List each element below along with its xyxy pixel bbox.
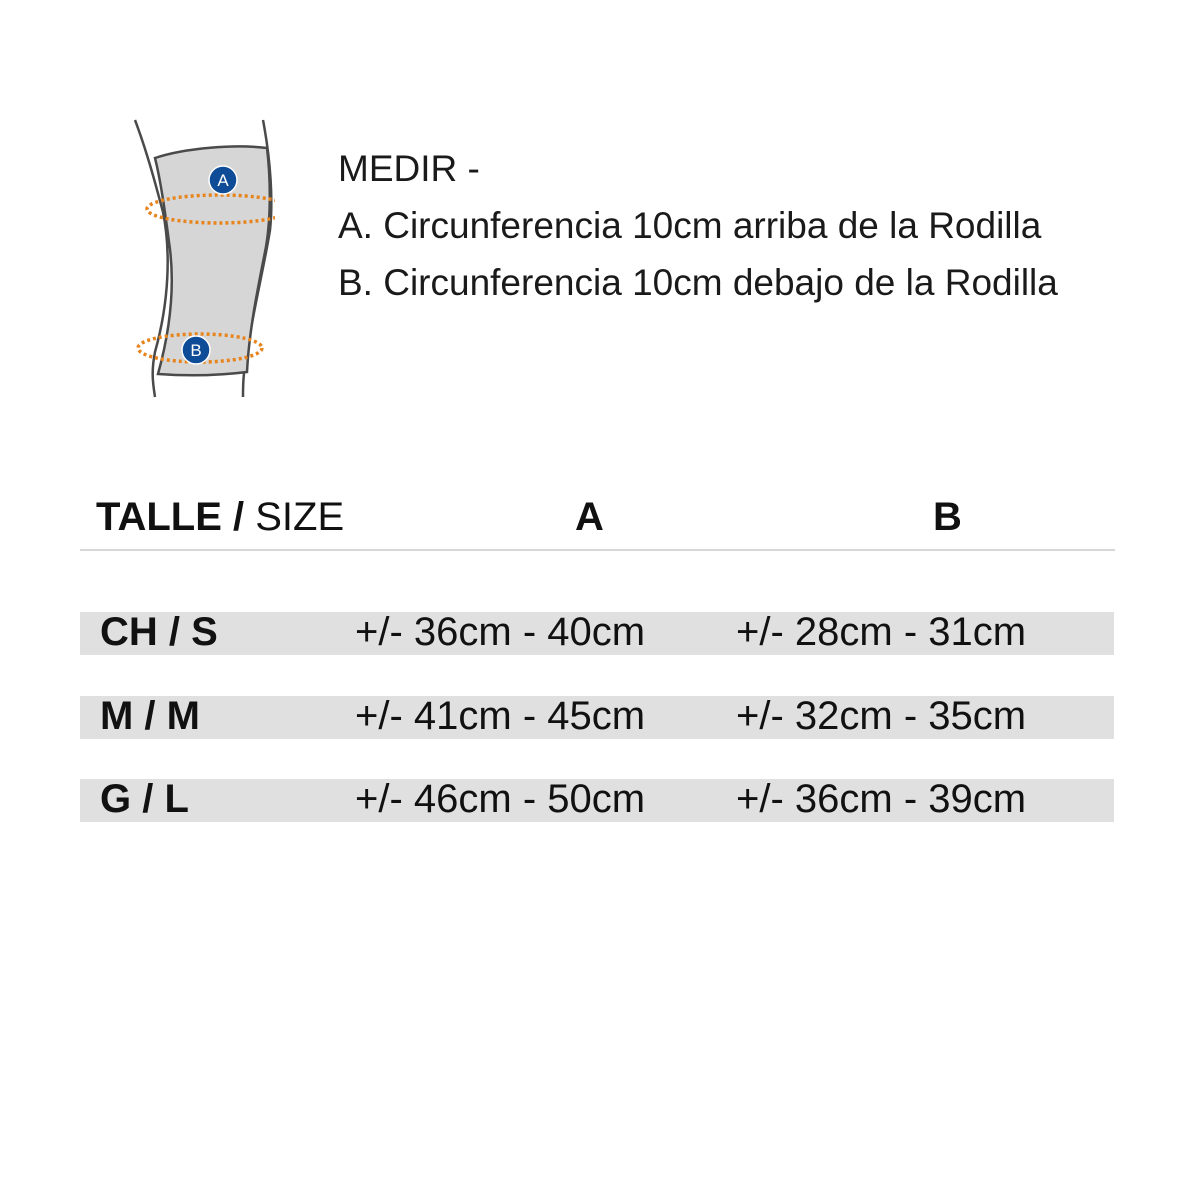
row-size-label: M / M [100,694,200,738]
marker-a-label: A [217,171,229,190]
row-size-label: CH / S [100,610,218,654]
marker-b [182,336,210,364]
marker-a [209,166,237,194]
row-value-a: +/- 41cm - 45cm [355,694,646,738]
size-row-medium [80,696,1114,739]
size-column-header [96,495,344,540]
instruction-line-b: B. Circunferencia 10cm debajo de la Rodilla [338,262,1058,303]
knee-diagram [125,112,275,402]
row-value-b: +/- 36cm - 39cm [736,777,1027,821]
size-header-bold: TALLE / [96,495,245,539]
instructions-heading: MEDIR - [338,148,480,189]
column-a-header: A [575,495,604,539]
header-divider [80,549,1115,551]
size-table-header [96,495,1116,545]
column-b-header: B [933,495,962,539]
measurement-instructions [338,140,1058,311]
row-value-b: +/- 28cm - 31cm [736,610,1027,654]
row-value-a: +/- 46cm - 50cm [355,777,646,821]
size-row-small [80,612,1114,655]
row-size-label: G / L [100,777,189,821]
size-header-light: SIZE [255,495,345,539]
size-row-large [80,779,1114,822]
instruction-line-a: A. Circunferencia 10cm arriba de la Rodilla [338,205,1042,246]
row-value-a: +/- 36cm - 40cm [355,610,646,654]
row-value-b: +/- 32cm - 35cm [736,694,1027,738]
marker-b-label: B [190,341,202,360]
